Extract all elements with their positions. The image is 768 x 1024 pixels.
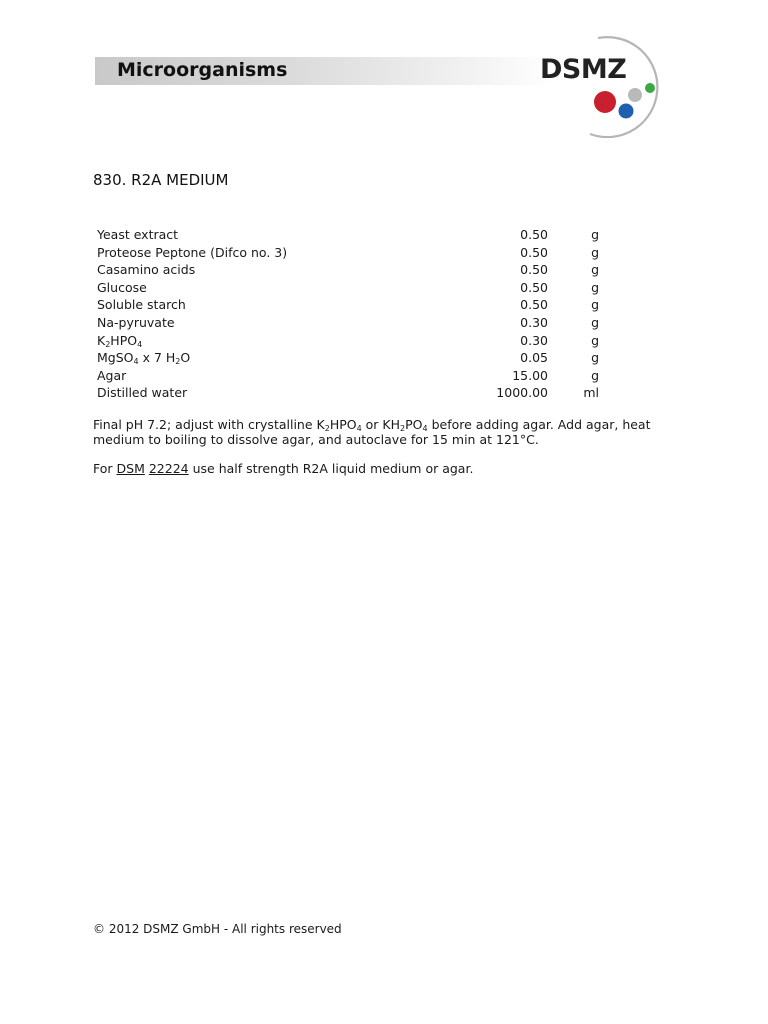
ingredient-name: $K_2HPO_4$ — [97, 332, 143, 349]
ingredient-unit: g — [591, 227, 599, 242]
ingredient-amount: 15.00 — [512, 367, 548, 383]
ingredient-amount: 0.05 — [520, 350, 548, 366]
copyright-footer: © 2012 DSMZ GmbH - All rights reserved — [93, 922, 342, 936]
ingredient-row — [97, 349, 607, 367]
ingredient-unit: ml — [583, 385, 599, 401]
ingredient-unit: g — [591, 262, 599, 278]
logo-gray-dot — [628, 88, 642, 102]
ingredient-name: Glucose — [97, 279, 147, 295]
ingredient-row — [97, 261, 607, 279]
medium-heading: 830. R2A MEDIUM — [93, 171, 229, 189]
ph-instructions: Final pH 7.2; adjust with crystalline $K_2HPO_4$ or $KH_2PO_4$ before adding agar. Add agar, heat medium to boiling to dissolve agar, and autoclave for 15 min at 121°C. — [93, 417, 651, 447]
ingredient-row — [97, 279, 607, 297]
logo-green-dot — [645, 83, 655, 93]
header-title: Microorganisms — [117, 59, 288, 81]
ingredient-unit: g — [591, 279, 599, 295]
ingredient-name: Casamino acids — [97, 262, 196, 278]
ingredient-name: Distilled water — [97, 385, 188, 401]
logo-red-dot — [594, 91, 616, 113]
dsmz-logo — [530, 34, 680, 138]
logo-wordmark: DSMZ — [540, 54, 627, 85]
ingredient-name: Proteose Peptone (Difco no. 3) — [97, 244, 288, 260]
ingredient-amount: 0.50 — [520, 262, 548, 278]
ingredient-amount: 0.30 — [520, 314, 548, 330]
ingredient-unit: g — [591, 314, 599, 330]
ingredient-amount: 1000.00 — [496, 385, 548, 401]
ingredient-unit: g — [591, 244, 599, 260]
strain-note: For DSM 22224 use half strength R2A liquid medium or agar. — [93, 461, 474, 476]
ingredient-name: MgSO$_4$ x 7 $H_2O$ — [97, 350, 191, 367]
ingredient-row — [97, 314, 607, 332]
ingredient-name: Agar — [97, 367, 127, 383]
ingredient-table — [97, 226, 607, 402]
ingredient-amount: 0.30 — [520, 332, 548, 348]
ingredient-row — [97, 367, 607, 385]
logo-blue-dot — [619, 104, 634, 119]
ingredient-unit: g — [591, 350, 599, 366]
ingredient-amount: 0.50 — [520, 227, 548, 242]
ingredient-unit: g — [591, 332, 599, 348]
ingredient-name: Na-pyruvate — [97, 314, 175, 330]
ingredient-row — [97, 244, 607, 262]
ingredient-unit: g — [591, 297, 599, 313]
ingredient-name: Yeast extract — [97, 227, 179, 242]
dsm-link[interactable]: DSM — [116, 461, 145, 476]
ingredient-amount: 0.50 — [520, 297, 548, 313]
ingredient-row — [97, 296, 607, 314]
ingredient-amount: 0.50 — [520, 279, 548, 295]
ingredient-row — [97, 384, 607, 402]
ingredient-name: Soluble starch — [97, 297, 186, 313]
ingredient-row — [97, 226, 607, 244]
strain-link[interactable]: 22224 — [148, 461, 189, 476]
logo-graphic — [530, 34, 680, 138]
ingredient-row — [97, 332, 607, 350]
ingredient-unit: g — [591, 367, 599, 383]
ingredient-amount: 0.50 — [520, 244, 548, 260]
